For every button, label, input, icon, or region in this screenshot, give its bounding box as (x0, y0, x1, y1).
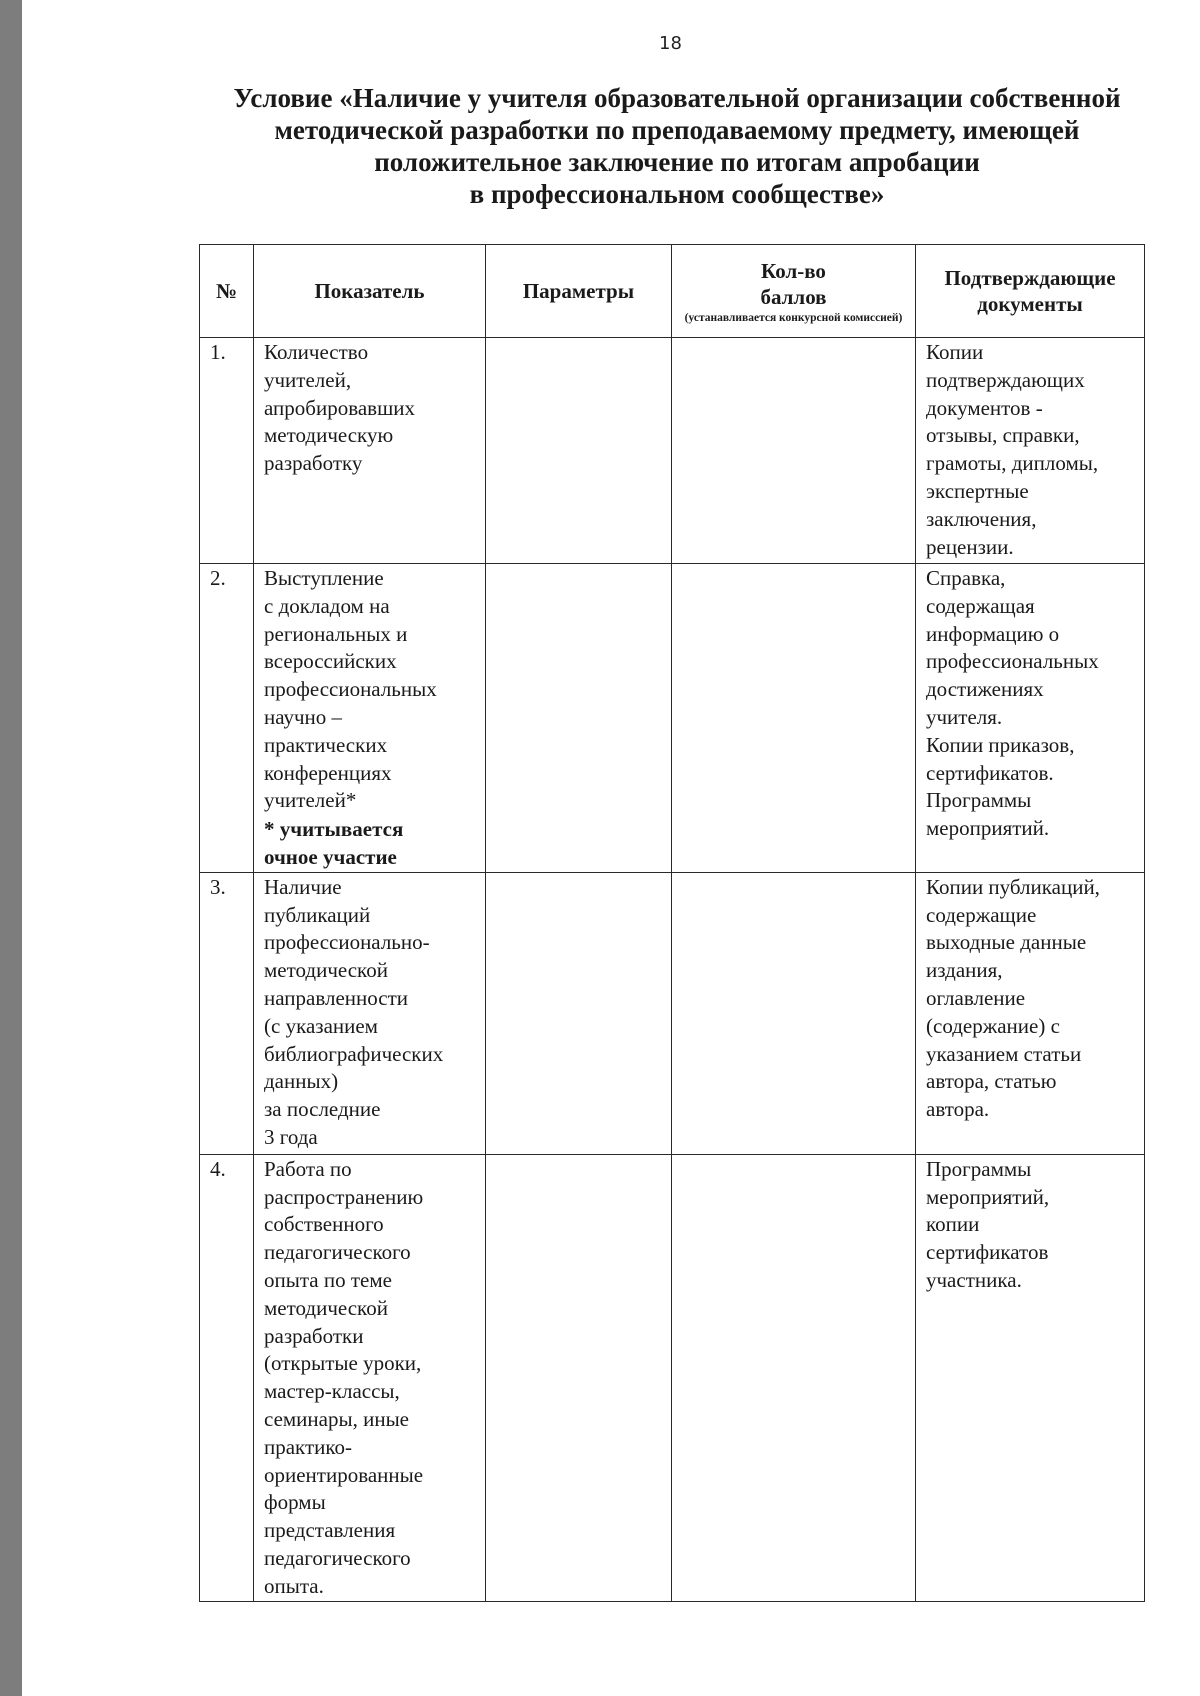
row-number: 2. (210, 566, 226, 590)
table-row (200, 1154, 1145, 1601)
indicator-text: Количество учителей, апробировавших методическую разработку (264, 340, 415, 476)
header-points (672, 245, 916, 338)
parameters-cell (486, 872, 672, 1154)
parameters-cell (486, 564, 672, 873)
row-number: 3. (210, 874, 226, 899)
documents-cell (916, 1154, 1145, 1601)
row-number: 1. (210, 340, 226, 364)
table-row (200, 872, 1145, 1154)
table-header-row (200, 245, 1145, 338)
row-number-cell (200, 872, 254, 1154)
indicator-cell (254, 564, 486, 873)
indicator-cell (254, 1154, 486, 1601)
documents-text: Справка, содержащая информацию о профессиональных достижениях учителя. Копии приказов, сертификатов. Программы мероприятий. (926, 566, 1099, 841)
documents-cell (916, 872, 1145, 1154)
indicator-cell (254, 872, 486, 1154)
header-documents: Подтверждающие документы (916, 245, 1145, 338)
points-text (672, 338, 915, 339)
documents-text: Копии публикаций, содержащие выходные данные издания, оглавление (содержание) с указанием статьи автора, статью автора. (926, 874, 1100, 1122)
indicator-text: Наличие публикаций профессионально- методической направленности (с указанием библиографических данных) за последние 3 года (264, 874, 444, 1149)
points-text (672, 564, 915, 565)
header-parameters: Параметры (486, 245, 672, 338)
points-cell (672, 564, 916, 873)
page-number: 18 (659, 33, 682, 54)
points-cell (672, 1154, 916, 1601)
points-text (672, 873, 915, 874)
scan-left-edge (0, 0, 22, 1696)
parameters-text (486, 1155, 671, 1156)
documents-cell (916, 564, 1145, 873)
row-number-cell (200, 338, 254, 564)
header-number: № (200, 245, 254, 338)
parameters-cell (486, 338, 672, 564)
indicator-text: Выступление с докладом на региональных и всероссийских профессиональных научно – практических конференциях учителей* (264, 566, 437, 813)
parameters-cell (486, 1154, 672, 1601)
indicator-note: * учитывается очное участие (264, 817, 404, 869)
parameters-text (486, 873, 671, 874)
header-indicator: Показатель (254, 245, 486, 338)
parameters-text (486, 564, 671, 565)
row-number-cell (200, 564, 254, 873)
title-line: положительное заключение по итогам апробации (374, 147, 980, 177)
title-line: в профессиональном сообществе» (469, 179, 885, 209)
indicator-text: Работа по распространению собственного педагогического опыта по теме методической разработки (открытые уроки, мастер-классы, семинары, иные практико- ориентированные формы представления педагогического опыта. (264, 1156, 424, 1598)
documents-text: Копии подтверждающих документов - отзывы, справки, грамоты, дипломы, экспертные заключения, рецензии. (926, 340, 1099, 559)
documents-text: Программы мероприятий, копии сертификатов участника. (926, 1156, 1050, 1292)
documents-cell (916, 338, 1145, 564)
table-row (200, 564, 1145, 873)
points-text (672, 1155, 915, 1156)
row-number: 4. (210, 1156, 226, 1181)
points-cell (672, 338, 916, 564)
section-title (192, 82, 1162, 210)
row-number-cell (200, 1154, 254, 1601)
header-points-note: (устанавливается конкурсной комиссией) (684, 311, 903, 324)
points-cell (672, 872, 916, 1154)
document-page (22, 0, 1200, 1696)
header-points-title: Кол-во баллов (760, 258, 827, 309)
table-row (200, 338, 1145, 564)
parameters-text (486, 338, 671, 339)
indicator-cell (254, 338, 486, 564)
criteria-table (199, 244, 1145, 1602)
title-line: методической разработки по преподаваемому предмету, имеющей (274, 115, 1080, 145)
title-line: Условие «Наличие у учителя образовательной организации собственной (233, 83, 1121, 113)
